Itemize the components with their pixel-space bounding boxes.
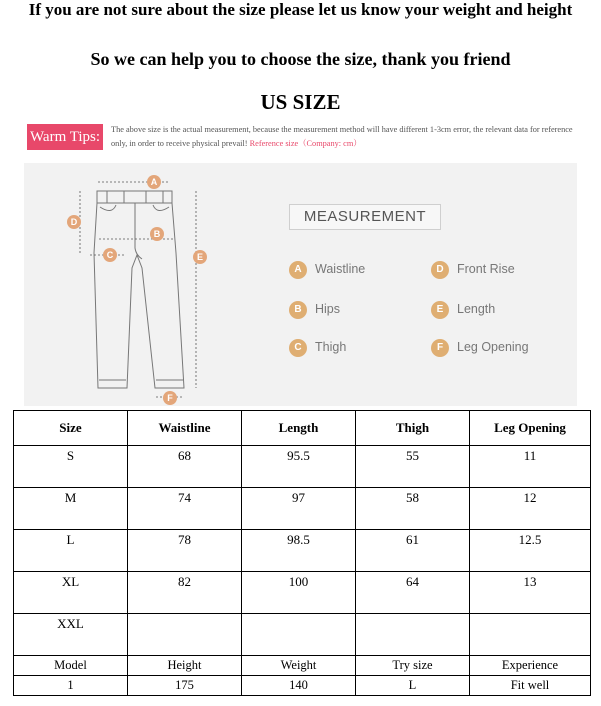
cell-leg-opening (470, 614, 591, 656)
model-table-row (14, 676, 591, 696)
pants-diagram (24, 163, 264, 406)
warm-tips-text (111, 123, 587, 151)
header-length: Length (242, 411, 356, 446)
heading-us-size: US SIZE (260, 90, 341, 114)
heading-help-choose: So we can help you to choose the size, thank you friend (90, 49, 511, 69)
legend-label-hips: Hips (315, 302, 341, 316)
header-weight: Weight (242, 656, 356, 676)
legend-waistline (289, 259, 365, 279)
cell-thigh: 61 (356, 530, 470, 572)
cell-size: XXL (14, 614, 128, 656)
cell-height: 175 (128, 676, 242, 696)
header-try-size: Try size (356, 656, 470, 676)
cell-leg-opening: 13 (470, 572, 591, 614)
warm-tips-label: Warm Tips: (27, 124, 103, 150)
cell-length: 98.5 (242, 530, 356, 572)
header-leg-opening: Leg Opening (470, 411, 591, 446)
legend-label-length: Length (457, 302, 496, 316)
cell-waistline: 82 (128, 572, 242, 614)
cell-leg-opening: 12 (470, 488, 591, 530)
measurement-panel (24, 163, 577, 406)
diagram-letter-e: E (196, 252, 204, 262)
cell-length: 95.5 (242, 446, 356, 488)
header-height: Height (128, 656, 242, 676)
size-table-header (14, 411, 591, 446)
cell-thigh: 64 (356, 572, 470, 614)
legend-label-thigh: Thigh (315, 340, 347, 354)
cell-waistline: 68 (128, 446, 242, 488)
legend-label-waistline: Waistline (315, 262, 366, 276)
cell-size: XL (14, 572, 128, 614)
header-waistline: Waistline (128, 411, 242, 446)
size-table (13, 410, 591, 696)
diagram-letter-f: F (167, 393, 173, 403)
legend-leg-opening (431, 337, 529, 357)
cell-size: M (14, 488, 128, 530)
cell-model: 1 (14, 676, 128, 696)
cell-thigh: 58 (356, 488, 470, 530)
legend-label-leg-opening: Leg Opening (457, 340, 529, 354)
legend-badge-f: F (431, 339, 449, 357)
legend-badge-e: E (431, 301, 449, 319)
diagram-letter-d: D (70, 217, 78, 227)
diagram-letter-b: B (153, 229, 161, 239)
warm-tips-body: The above size is the actual measurement, because the measurement method will have different 1-3cm error, the relevant data for reference only, in order to receive physical prevail! (111, 125, 573, 148)
table-row (14, 530, 591, 572)
table-row (14, 488, 591, 530)
header-model: Model (14, 656, 128, 676)
cell-thigh (356, 614, 470, 656)
legend-length (431, 299, 495, 319)
cell-size: L (14, 530, 128, 572)
cell-waistline (128, 614, 242, 656)
cell-length: 97 (242, 488, 356, 530)
legend-badge-b: B (289, 301, 307, 319)
diagram-letter-c: C (106, 250, 114, 260)
cell-leg-opening: 11 (470, 446, 591, 488)
reference-size-note: Reference size（Company: cm） (249, 139, 362, 148)
legend-badge-d: D (431, 261, 449, 279)
header-thigh: Thigh (356, 411, 470, 446)
measurement-title: MEASUREMENT (289, 204, 441, 230)
cell-leg-opening: 12.5 (470, 530, 591, 572)
cell-waistline: 78 (128, 530, 242, 572)
table-row (14, 614, 591, 656)
header-experience: Experience (470, 656, 591, 676)
cell-length (242, 614, 356, 656)
cell-length: 100 (242, 572, 356, 614)
header-size: Size (14, 411, 128, 446)
model-table-header (14, 656, 591, 676)
legend-badge-a: A (289, 261, 307, 279)
legend-front-rise (431, 259, 515, 279)
diagram-letter-a: A (150, 177, 158, 187)
cell-weight: 140 (242, 676, 356, 696)
heading-size-help: If you are not sure about the size please let us know your weight and height (28, 0, 573, 19)
cell-size: S (14, 446, 128, 488)
legend-hips (289, 299, 340, 319)
legend-badge-c: C (289, 339, 307, 357)
table-row (14, 446, 591, 488)
legend-label-front-rise: Front Rise (457, 262, 515, 276)
warm-tips (27, 124, 587, 154)
cell-waistline: 74 (128, 488, 242, 530)
legend-thigh (289, 337, 346, 357)
cell-thigh: 55 (356, 446, 470, 488)
table-row (14, 572, 591, 614)
cell-experience: Fit well (470, 676, 591, 696)
cell-try-size: L (356, 676, 470, 696)
